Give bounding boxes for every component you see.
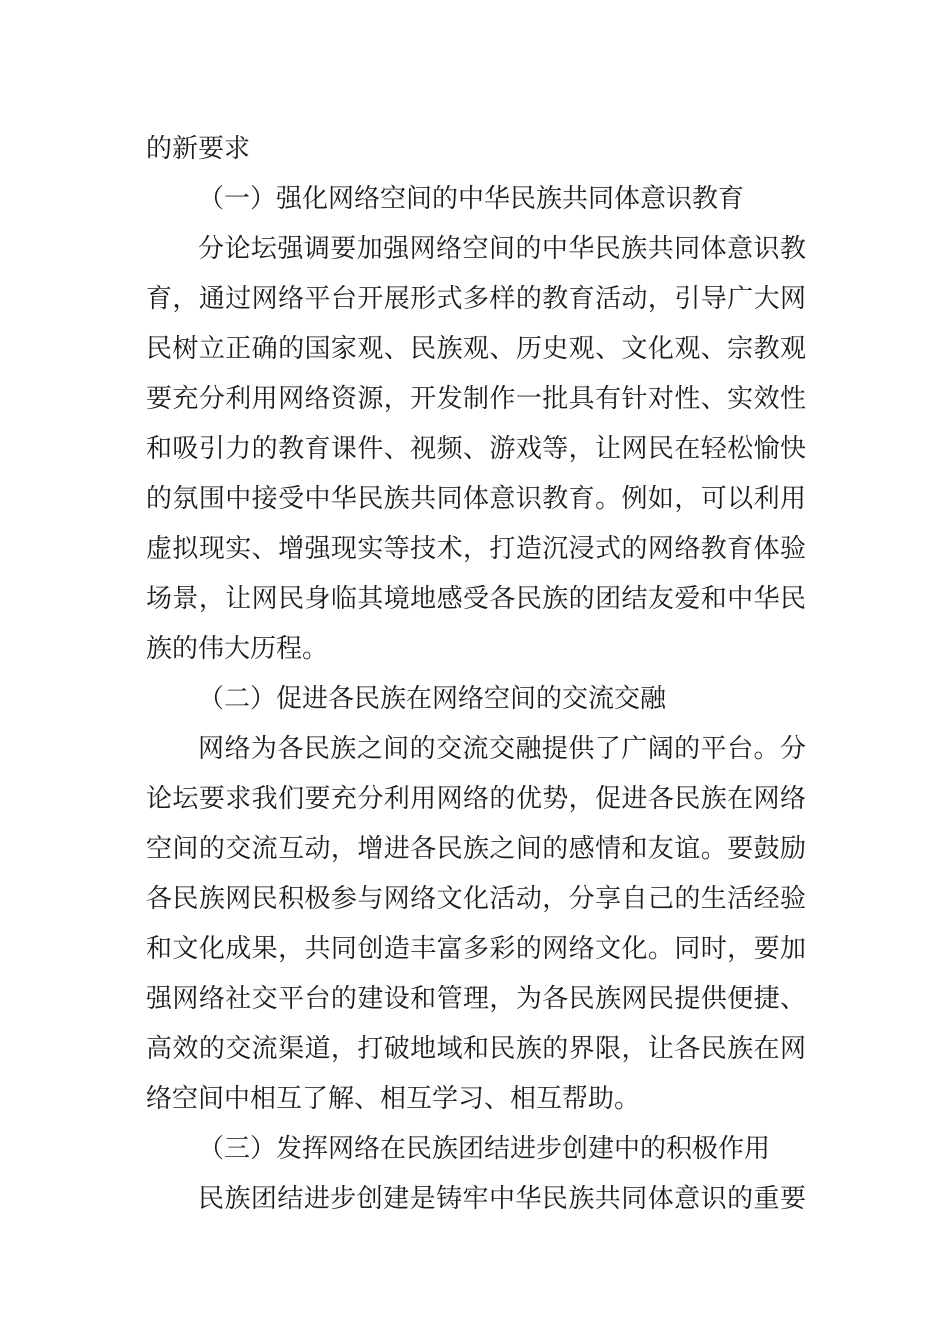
paragraph-line: 空间的交流互动，增进各民族之间的感情和友谊。要鼓励 <box>146 834 806 864</box>
paragraph-line: 虚拟现实、增强现实等技术，打造沉浸式的网络教育体验 <box>146 534 806 564</box>
paragraph-line: 民族团结进步创建是铸牢中华民族共同体意识的重要 <box>198 1184 806 1214</box>
paragraph-line: 强网络社交平台的建设和管理，为各民族网民提供便捷、 <box>146 984 806 1014</box>
paragraph-line: 育，通过网络平台开展形式多样的教育活动，引导广大网 <box>146 284 806 314</box>
paragraph-continuation-line: 的新要求 <box>146 134 251 164</box>
paragraph-line: 族的伟大历程。 <box>146 634 329 664</box>
paragraph-line: 和吸引力的教育课件、视频、游戏等，让网民在轻松愉快 <box>146 434 806 464</box>
paragraph-line: 各民族网民积极参与网络文化活动，分享自己的生活经验 <box>146 884 806 914</box>
section-heading-2: （二）促进各民族在网络空间的交流交融 <box>198 684 667 714</box>
paragraph-line: 和文化成果，共同创造丰富多彩的网络文化。同时，要加 <box>146 934 806 964</box>
paragraph-line: 场景，让网民身临其境地感受各民族的团结友爱和中华民 <box>146 584 806 614</box>
paragraph-line: 的氛围中接受中华民族共同体意识教育。例如，可以利用 <box>146 484 806 514</box>
paragraph-line: 高效的交流渠道，打破地域和民族的界限，让各民族在网 <box>146 1034 806 1064</box>
paragraph-line: 络空间中相互了解、相互学习、相互帮助。 <box>146 1084 641 1114</box>
section-heading-3: （三）发挥网络在民族团结进步创建中的积极作用 <box>198 1134 771 1164</box>
paragraph-line: 网络为各民族之间的交流交融提供了广阔的平台。分 <box>198 734 806 764</box>
paragraph-line: 分论坛强调要加强网络空间的中华民族共同体意识教 <box>198 234 806 264</box>
paragraph-line: 论坛要求我们要充分利用网络的优势，促进各民族在网络 <box>146 784 806 814</box>
paragraph-line: 民树立正确的国家观、民族观、历史观、文化观、宗教观 <box>146 334 806 364</box>
paragraph-line: 要充分利用网络资源，开发制作一批具有针对性、实效性 <box>146 384 806 414</box>
section-heading-1: （一）强化网络空间的中华民族共同体意识教育 <box>198 184 745 214</box>
